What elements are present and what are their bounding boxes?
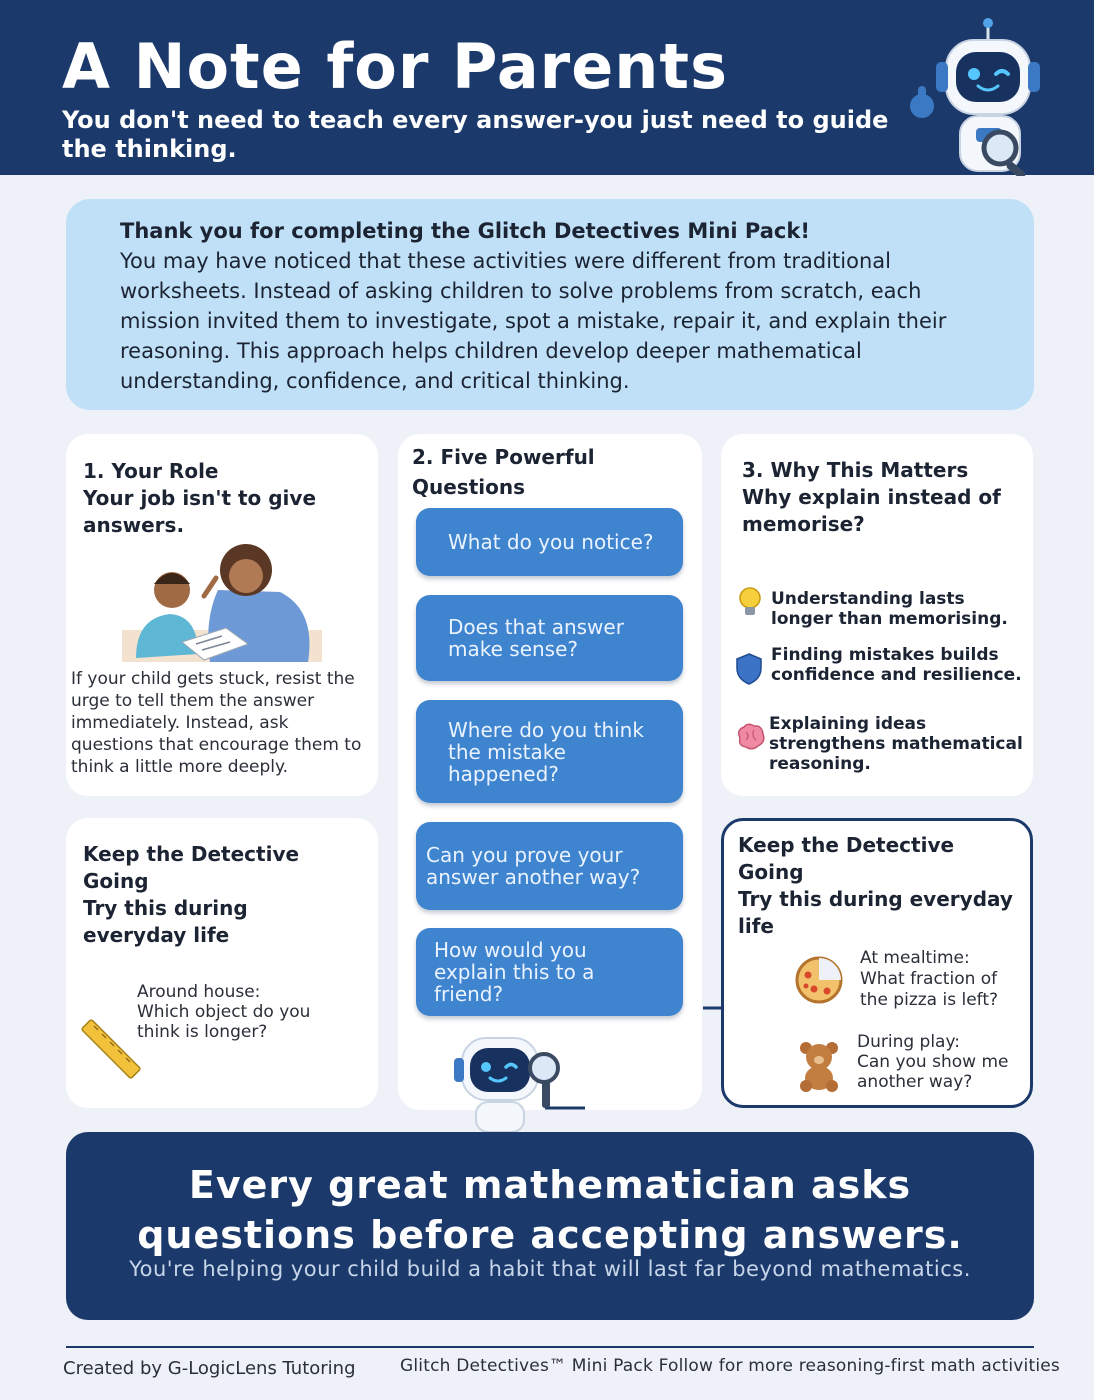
why-matters-heading (742, 457, 1012, 538)
intro-text (120, 216, 1000, 396)
question-card-explain: How would you explain this to a friend? (416, 928, 683, 1016)
banner-subtext: You're helping your child build a habit that will last far beyond mathematics. (129, 1257, 971, 1281)
keep-detective-right-heading (738, 832, 1018, 940)
banner-quote (66, 1160, 1034, 1260)
play-tip-title: During play: (857, 1032, 961, 1052)
question-card-mistake: Where do you think the mistake happened? (416, 700, 683, 803)
robot-detective-icon (900, 16, 1050, 176)
shield-icon (735, 652, 763, 686)
footer-divider (66, 1346, 1034, 1348)
brain-icon (734, 722, 766, 752)
house-tip-body: Which object do you think is longer? (137, 1002, 311, 1042)
keep-detective-left-title: Keep the Detective Going (83, 842, 300, 893)
your-role-heading (83, 458, 363, 539)
play-tip-body: Can you show me another way? (857, 1052, 1009, 1092)
mealtime-tip-body: What fraction of the pizza is left? (860, 969, 999, 1010)
your-role-title: 1. Your Role (83, 459, 219, 483)
intro-body: You may have noticed that these activities were different from traditional worksheets. Instead of asking children to solve problems from scratch, each mission invited them to investigate, spot a mistake, repair it, and explain their reasoning. This approach helps children develop deeper mathematical understanding, confidence, and critical thinking. (120, 249, 947, 393)
robot-magnifier-icon (448, 1030, 568, 1132)
your-role-subtitle: Your job isn't to give answers. (83, 486, 317, 537)
connector-line (545, 1000, 735, 1112)
keep-detective-right-title: Keep the Detective Going (738, 833, 955, 884)
mealtime-tip (860, 948, 1020, 1011)
mealtime-tip-title: At mealtime: (860, 948, 970, 968)
question-card-prove: Can you prove your answer another way? (416, 822, 683, 910)
ruler-icon (80, 1018, 142, 1080)
footer-credit: Created by G-LogicLens Tutoring (63, 1358, 356, 1379)
five-questions-heading: 2. Five Powerful Questions (412, 445, 595, 499)
keep-detective-left-heading (83, 841, 353, 949)
lightbulb-icon (736, 585, 764, 619)
play-tip (857, 1032, 1027, 1092)
parent-child-illustration (122, 530, 322, 662)
keep-detective-right-subtitle: Try this during everyday life (738, 887, 1013, 938)
footer-tagline: Glitch Detectives™ Mini Pack Follow for more reasoning-first math activities (400, 1356, 1060, 1376)
banner-quote-text: Every great mathematician asks questions before accepting answers. (137, 1163, 963, 1257)
question-card-notice: What do you notice? (416, 508, 683, 576)
why-point-mistakes: Finding mistakes builds confidence and resilience. (771, 645, 1022, 685)
teddy-bear-icon (796, 1040, 842, 1092)
why-matters-title: 3. Why This Matters (742, 458, 969, 482)
house-tip-title: Around house: (137, 982, 261, 1002)
why-matters-subtitle: Why explain instead of memorise? (742, 485, 1001, 536)
page-title: A Note for Parents (62, 30, 728, 103)
question-card-sense: Does that answer make sense? (416, 595, 683, 681)
why-point-explaining: Explaining ideas strengthens mathematical reasoning. (769, 714, 1023, 774)
pizza-icon (794, 955, 844, 1005)
house-tip (137, 982, 337, 1042)
why-point-understanding: Understanding lasts longer than memorising. (771, 589, 1008, 629)
your-role-body: If your child gets stuck, resist the urge to tell them the answer immediately. Instead, ask questions that encourage them to think a little more deeply. (71, 669, 362, 777)
page-subtitle: You don't need to teach every answer-you just need to guide the thinking. (62, 106, 889, 163)
keep-detective-left-subtitle: Try this during everyday life (83, 896, 248, 947)
intro-lead: Thank you for completing the Glitch Detectives Mini Pack! (120, 219, 810, 243)
